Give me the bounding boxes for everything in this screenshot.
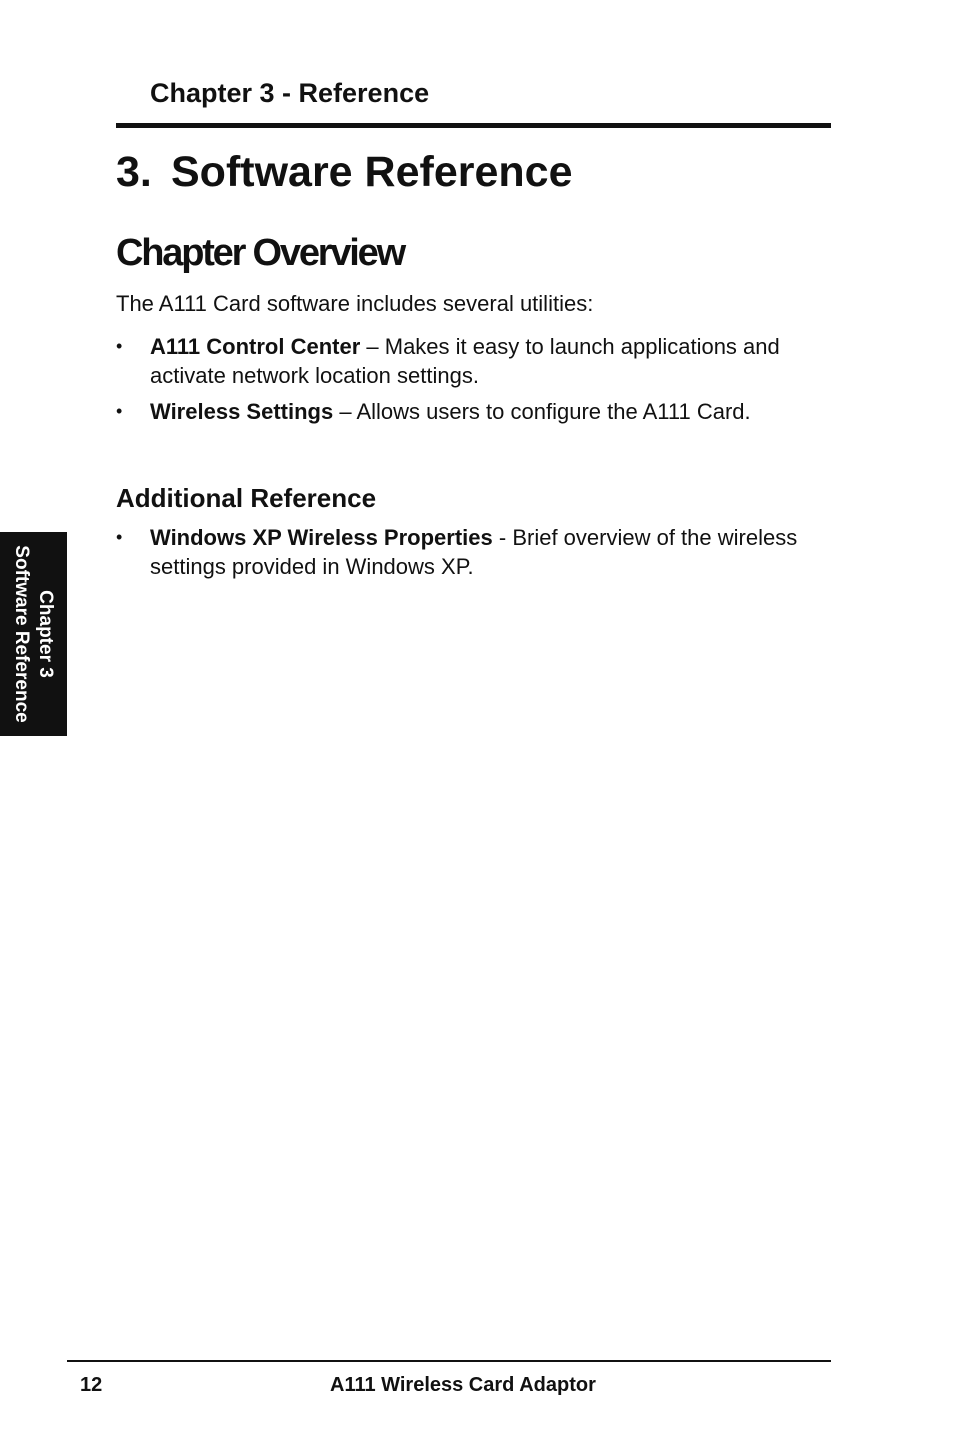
list-item bbox=[116, 332, 836, 390]
list-item bbox=[116, 523, 836, 581]
item-description: - Brief overview of the wireless settings provided in Windows XP. bbox=[150, 525, 798, 579]
bullet-icon: • bbox=[116, 401, 123, 421]
section-heading-overview: Chapter Overview bbox=[116, 232, 404, 274]
item-description: – Makes it easy to launch applications and activate network location settings. bbox=[150, 334, 780, 388]
page-number: 12 bbox=[80, 1374, 103, 1396]
footer-rule bbox=[67, 1360, 831, 1362]
side-tab-line-title: Software Reference bbox=[11, 545, 32, 723]
section-heading-additional: Additional Reference bbox=[116, 483, 377, 513]
item-term: Windows XP Wireless Properties bbox=[150, 525, 493, 550]
side-tab-line-chapter: Chapter 3 bbox=[35, 590, 56, 678]
item-term: Wireless Settings bbox=[150, 399, 334, 424]
side-tab-label bbox=[9, 545, 57, 722]
item-description: – Allows users to configure the A111 Card. bbox=[333, 399, 751, 424]
list-item bbox=[116, 397, 836, 426]
running-footer: A111 Wireless Card Adaptor bbox=[330, 1374, 596, 1396]
additional-reference-list bbox=[116, 523, 836, 588]
item-term: A111 Control Center bbox=[150, 334, 361, 359]
chapter-side-tab bbox=[0, 532, 67, 736]
bullet-icon: • bbox=[116, 336, 123, 356]
chapter-title-text: Software Reference bbox=[171, 148, 573, 196]
chapter-title bbox=[116, 146, 573, 198]
running-head: Chapter 3 - Reference bbox=[150, 78, 430, 108]
chapter-number: 3. bbox=[116, 148, 152, 196]
utilities-list bbox=[116, 332, 836, 433]
bullet-icon: • bbox=[116, 527, 123, 547]
intro-paragraph: The A111 Card software includes several utilities: bbox=[116, 291, 594, 316]
header-rule bbox=[116, 123, 831, 128]
